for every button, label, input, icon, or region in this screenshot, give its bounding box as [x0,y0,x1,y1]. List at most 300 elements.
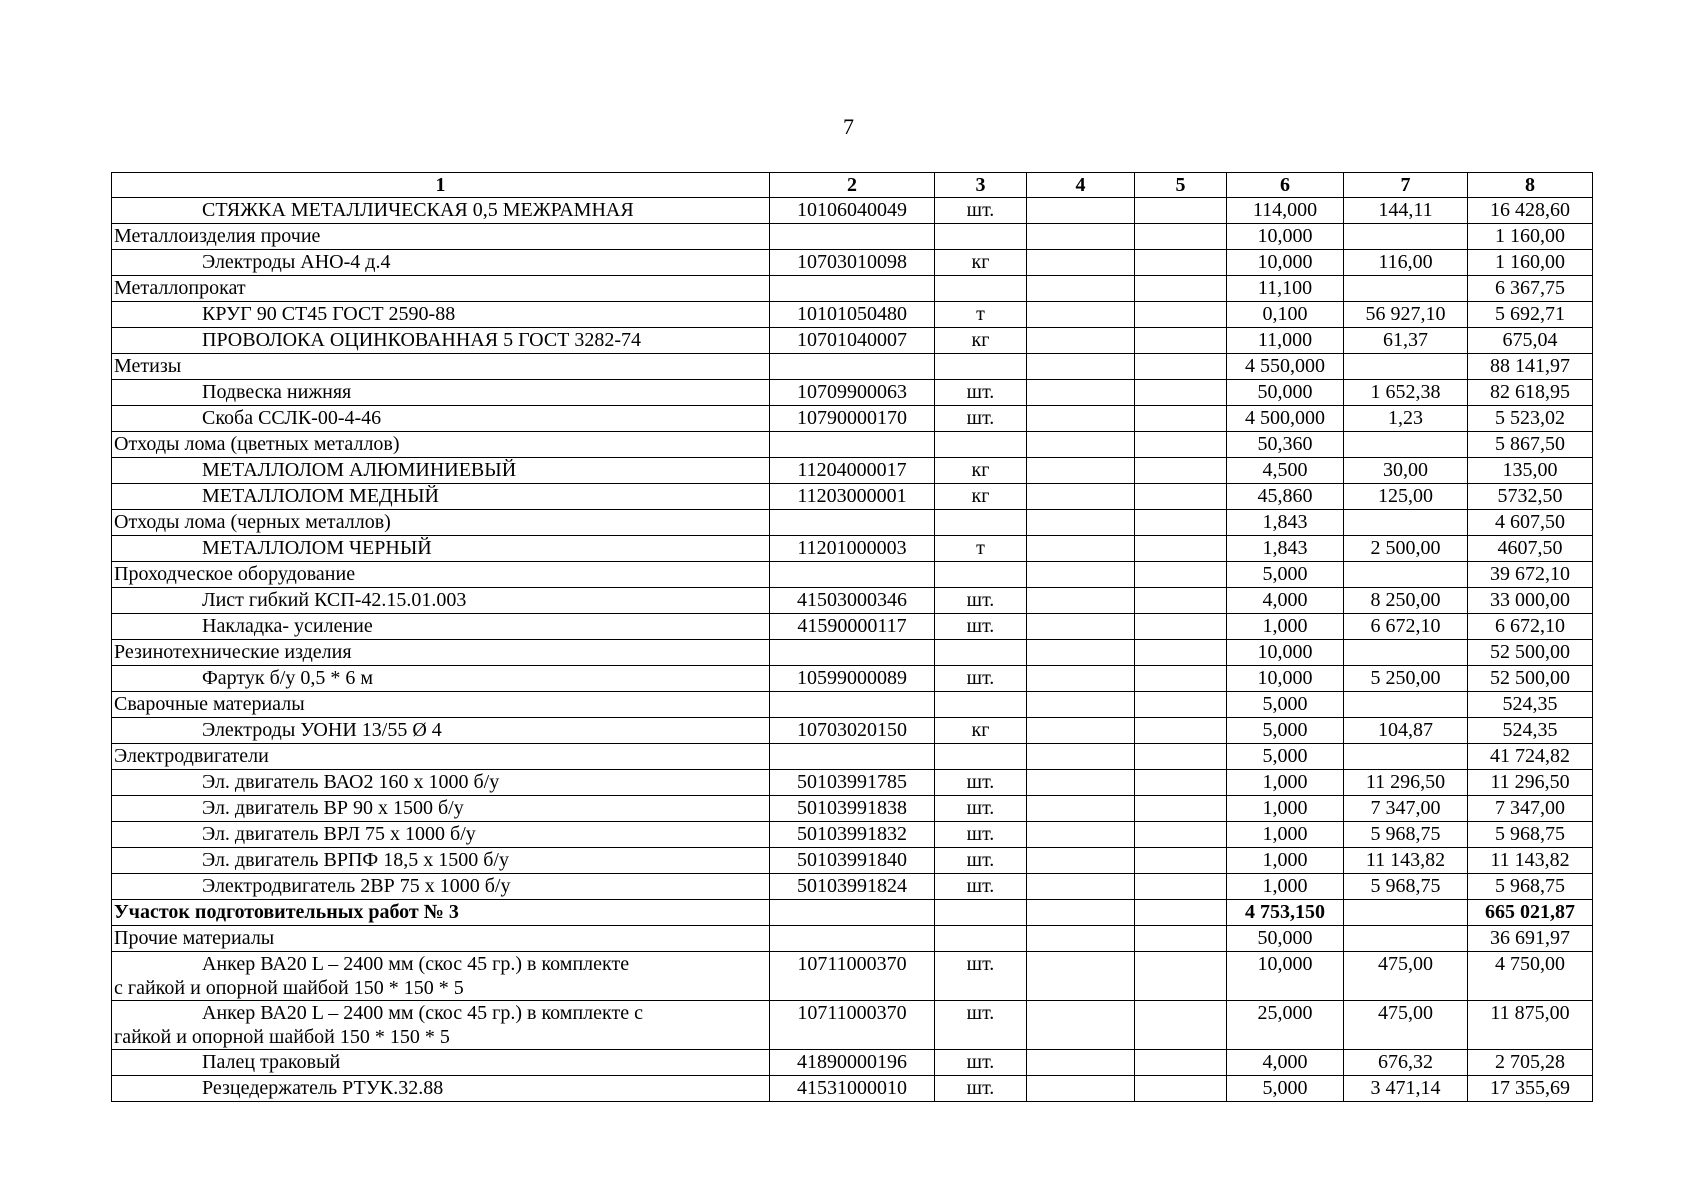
price-cell: 61,37 [1344,328,1468,354]
col5-cell [1135,900,1227,926]
item-name-cell: Электроды УОНИ 13/55 Ø 4 [112,718,770,744]
sum-cell: 17 355,69 [1468,1076,1593,1102]
group-row [112,276,1593,302]
quantity-cell: 4 753,150 [1227,900,1344,926]
col5-cell [1135,822,1227,848]
group-name-cell: Проходческое оборудование [112,562,770,588]
unit-cell: шт. [935,614,1027,640]
sum-cell: 41 724,82 [1468,744,1593,770]
price-cell [1344,562,1468,588]
quantity-cell: 11,100 [1227,276,1344,302]
col5-cell [1135,536,1227,562]
header-cell-8: 8 [1468,173,1593,198]
code-cell: 10106040049 [770,198,935,224]
col5-cell [1135,224,1227,250]
col4-cell [1027,198,1135,224]
header-cell-7: 7 [1344,173,1468,198]
unit-cell: шт. [935,822,1027,848]
table-row [112,822,1593,848]
col4-cell [1027,1050,1135,1076]
code-cell: 50103991840 [770,848,935,874]
sum-cell: 5 692,71 [1468,302,1593,328]
unit-cell [935,640,1027,666]
col5-cell [1135,770,1227,796]
code-cell [770,900,935,926]
code-cell: 11203000001 [770,484,935,510]
item-name-cell: Подвеска нижняя [112,380,770,406]
item-name-cell: Эл. двигатель ВРПФ 18,5 х 1500 б/у [112,848,770,874]
col4-cell [1027,614,1135,640]
price-cell [1344,744,1468,770]
price-cell [1344,354,1468,380]
col4-cell [1027,1001,1135,1050]
item-name-cell: Скоба ССЛК-00-4-46 [112,406,770,432]
col4-cell [1027,900,1135,926]
unit-cell: т [935,302,1027,328]
table-row [112,328,1593,354]
code-cell: 10703020150 [770,718,935,744]
group-name-cell: Прочие материалы [112,926,770,952]
price-cell [1344,640,1468,666]
header-cell-5: 5 [1135,173,1227,198]
price-cell: 125,00 [1344,484,1468,510]
quantity-cell: 5,000 [1227,744,1344,770]
col4-cell [1027,302,1135,328]
header-cell-6: 6 [1227,173,1344,198]
group-row [112,432,1593,458]
unit-cell: шт. [935,1050,1027,1076]
item-name-line: Анкер ВА20 L – 2400 мм (скос 45 гр.) в комплекте с [202,1002,643,1024]
group-row [112,510,1593,536]
table-row [112,1001,1593,1050]
quantity-cell: 4,000 [1227,588,1344,614]
quantity-cell: 5,000 [1227,562,1344,588]
item-name-line: с гайкой и опорной шайбой 150 * 150 * 5 [114,977,464,999]
sum-cell: 11 296,50 [1468,770,1593,796]
col5-cell [1135,302,1227,328]
col5-cell [1135,796,1227,822]
col4-cell [1027,822,1135,848]
col5-cell [1135,458,1227,484]
sum-cell: 52 500,00 [1468,640,1593,666]
table-row [112,250,1593,276]
section-total-row [112,900,1593,926]
col5-cell [1135,354,1227,380]
code-cell: 10703010098 [770,250,935,276]
item-name-cell: МЕТАЛЛОЛОМ МЕДНЫЙ [112,484,770,510]
price-cell: 104,87 [1344,718,1468,744]
code-cell [770,926,935,952]
price-cell [1344,432,1468,458]
col5-cell [1135,588,1227,614]
unit-cell: кг [935,718,1027,744]
quantity-cell: 1,000 [1227,796,1344,822]
sum-cell: 5 968,75 [1468,822,1593,848]
item-name-cell: ПРОВОЛОКА ОЦИНКОВАННАЯ 5 ГОСТ 3282-74 [112,328,770,354]
unit-cell: шт. [935,796,1027,822]
code-cell: 41890000196 [770,1050,935,1076]
code-cell: 50103991832 [770,822,935,848]
sum-cell: 88 141,97 [1468,354,1593,380]
unit-cell: шт. [935,406,1027,432]
quantity-cell: 45,860 [1227,484,1344,510]
sum-cell: 52 500,00 [1468,666,1593,692]
price-cell: 144,11 [1344,198,1468,224]
item-name-cell: СТЯЖКА МЕТАЛЛИЧЕСКАЯ 0,5 МЕЖРАМНАЯ [112,198,770,224]
unit-cell: т [935,536,1027,562]
col4-cell [1027,536,1135,562]
sum-cell: 11 875,00 [1468,1001,1593,1050]
unit-cell [935,692,1027,718]
code-cell: 41503000346 [770,588,935,614]
col4-cell [1027,952,1135,1001]
sum-cell: 1 160,00 [1468,224,1593,250]
header-cell-4: 4 [1027,173,1135,198]
code-cell: 50103991838 [770,796,935,822]
col4-cell [1027,848,1135,874]
unit-cell [935,926,1027,952]
code-cell [770,432,935,458]
code-cell: 10701040007 [770,328,935,354]
quantity-cell: 1,000 [1227,770,1344,796]
unit-cell: шт. [935,770,1027,796]
col5-cell [1135,874,1227,900]
sum-cell: 7 347,00 [1468,796,1593,822]
quantity-cell: 1,843 [1227,510,1344,536]
price-cell: 11 296,50 [1344,770,1468,796]
price-cell: 6 672,10 [1344,614,1468,640]
group-row [112,744,1593,770]
table-row [112,484,1593,510]
table-row [112,718,1593,744]
col5-cell [1135,328,1227,354]
col4-cell [1027,276,1135,302]
sum-cell: 5 523,02 [1468,406,1593,432]
sum-cell: 36 691,97 [1468,926,1593,952]
item-name-cell: Эл. двигатель ВРЛ 75 х 1000 б/у [112,822,770,848]
price-cell: 7 347,00 [1344,796,1468,822]
col4-cell [1027,432,1135,458]
col4-cell [1027,224,1135,250]
sum-cell: 82 618,95 [1468,380,1593,406]
col5-cell [1135,692,1227,718]
group-name-cell: Металлопрокат [112,276,770,302]
code-cell [770,354,935,380]
sum-cell: 524,35 [1468,692,1593,718]
quantity-cell: 4,000 [1227,1050,1344,1076]
table-row [112,614,1593,640]
header-cell-3: 3 [935,173,1027,198]
group-row [112,640,1593,666]
sum-cell: 2 705,28 [1468,1050,1593,1076]
unit-cell: шт. [935,1076,1027,1102]
col5-cell [1135,848,1227,874]
item-name-cell: МЕТАЛЛОЛОМ АЛЮМИНИЕВЫЙ [112,458,770,484]
col5-cell [1135,484,1227,510]
col5-cell [1135,666,1227,692]
group-name-cell: Электродвигатели [112,744,770,770]
code-cell: 10599000089 [770,666,935,692]
col5-cell [1135,432,1227,458]
price-cell: 5 968,75 [1344,822,1468,848]
code-cell: 10709900063 [770,380,935,406]
item-name-cell: Эл. двигатель ВАО2 160 х 1000 б/у [112,770,770,796]
unit-cell [935,354,1027,380]
col4-cell [1027,250,1135,276]
col4-cell [1027,770,1135,796]
col4-cell [1027,380,1135,406]
table-row [112,406,1593,432]
sum-cell: 5 968,75 [1468,874,1593,900]
group-name-cell: Металлоизделия прочие [112,224,770,250]
sum-cell: 4 607,50 [1468,510,1593,536]
col4-cell [1027,692,1135,718]
sum-cell: 524,35 [1468,718,1593,744]
sum-cell: 665 021,87 [1468,900,1593,926]
price-cell: 475,00 [1344,952,1468,1001]
sum-cell: 5732,50 [1468,484,1593,510]
code-cell: 10711000370 [770,1001,935,1050]
item-name-cell: МЕТАЛЛОЛОМ ЧЕРНЫЙ [112,536,770,562]
unit-cell: шт. [935,380,1027,406]
unit-cell: шт. [935,198,1027,224]
quantity-cell: 5,000 [1227,718,1344,744]
code-cell [770,224,935,250]
unit-cell: кг [935,250,1027,276]
table-row [112,380,1593,406]
price-cell: 5 968,75 [1344,874,1468,900]
group-row [112,926,1593,952]
code-cell: 50103991824 [770,874,935,900]
group-row [112,562,1593,588]
unit-cell: кг [935,328,1027,354]
table-row [112,874,1593,900]
col4-cell [1027,588,1135,614]
unit-cell [935,510,1027,536]
quantity-cell: 25,000 [1227,1001,1344,1050]
sum-cell: 5 867,50 [1468,432,1593,458]
col4-cell [1027,562,1135,588]
group-name-cell: Сварочные материалы [112,692,770,718]
col4-cell [1027,744,1135,770]
quantity-cell: 10,000 [1227,640,1344,666]
quantity-cell: 10,000 [1227,250,1344,276]
item-name-cell: Электроды АНО-4 д.4 [112,250,770,276]
price-cell: 56 927,10 [1344,302,1468,328]
group-name-cell: Резинотехнические изделия [112,640,770,666]
table-row [112,588,1593,614]
unit-cell [935,224,1027,250]
code-cell: 10790000170 [770,406,935,432]
price-cell: 8 250,00 [1344,588,1468,614]
price-cell [1344,900,1468,926]
sum-cell: 4607,50 [1468,536,1593,562]
sum-cell: 33 000,00 [1468,588,1593,614]
group-row [112,692,1593,718]
price-cell [1344,692,1468,718]
price-cell [1344,276,1468,302]
quantity-cell: 5,000 [1227,1076,1344,1102]
quantity-cell: 4,500 [1227,458,1344,484]
sum-cell: 135,00 [1468,458,1593,484]
col5-cell [1135,640,1227,666]
sum-cell: 39 672,10 [1468,562,1593,588]
quantity-cell: 1,000 [1227,874,1344,900]
quantity-cell: 114,000 [1227,198,1344,224]
item-name-cell [112,952,770,1001]
unit-cell: шт. [935,874,1027,900]
item-name-cell: Резцедержатель РТУК.32.88 [112,1076,770,1102]
code-cell: 41531000010 [770,1076,935,1102]
materials-table [111,172,1593,1102]
quantity-cell: 11,000 [1227,328,1344,354]
col4-cell [1027,640,1135,666]
unit-cell: кг [935,484,1027,510]
table-body [112,198,1593,1102]
price-cell: 676,32 [1344,1050,1468,1076]
col5-cell [1135,1050,1227,1076]
quantity-cell: 10,000 [1227,952,1344,1001]
group-name-cell: Отходы лома (черных металлов) [112,510,770,536]
price-cell [1344,224,1468,250]
header-row [112,173,1593,198]
col5-cell [1135,198,1227,224]
item-name-cell: Палец траковый [112,1050,770,1076]
quantity-cell: 1,843 [1227,536,1344,562]
price-cell: 2 500,00 [1344,536,1468,562]
group-name-cell: Метизы [112,354,770,380]
quantity-cell: 50,360 [1227,432,1344,458]
unit-cell [935,432,1027,458]
unit-cell: шт. [935,848,1027,874]
table-row [112,1050,1593,1076]
group-row [112,354,1593,380]
quantity-cell: 4 550,000 [1227,354,1344,380]
item-name-cell: Лист гибкий КСП-42.15.01.003 [112,588,770,614]
code-cell [770,562,935,588]
table-row [112,536,1593,562]
code-cell: 10101050480 [770,302,935,328]
price-cell: 30,00 [1344,458,1468,484]
col4-cell [1027,874,1135,900]
item-name-cell [112,1001,770,1050]
code-cell [770,640,935,666]
col4-cell [1027,666,1135,692]
sum-cell: 16 428,60 [1468,198,1593,224]
table-row [112,848,1593,874]
col5-cell [1135,926,1227,952]
unit-cell: шт. [935,588,1027,614]
price-cell: 3 471,14 [1344,1076,1468,1102]
unit-cell: шт. [935,1001,1027,1050]
quantity-cell: 10,000 [1227,224,1344,250]
col4-cell [1027,328,1135,354]
unit-cell [935,276,1027,302]
page-number: 7 [843,114,854,139]
code-cell: 50103991785 [770,770,935,796]
unit-cell: кг [935,458,1027,484]
col5-cell [1135,380,1227,406]
price-cell [1344,926,1468,952]
header-cell-1: 1 [112,173,770,198]
col5-cell [1135,510,1227,536]
col4-cell [1027,510,1135,536]
price-cell [1344,510,1468,536]
col5-cell [1135,614,1227,640]
col5-cell [1135,250,1227,276]
col5-cell [1135,952,1227,1001]
quantity-cell: 50,000 [1227,926,1344,952]
table-row [112,796,1593,822]
group-name-cell: Участок подготовительных работ № 3 [112,900,770,926]
col5-cell [1135,718,1227,744]
table-row [112,458,1593,484]
quantity-cell: 0,100 [1227,302,1344,328]
sum-cell: 4 750,00 [1468,952,1593,1001]
table-row [112,1076,1593,1102]
group-row [112,224,1593,250]
col5-cell [1135,276,1227,302]
table-row [112,770,1593,796]
col4-cell [1027,1076,1135,1102]
price-cell: 11 143,82 [1344,848,1468,874]
code-cell: 41590000117 [770,614,935,640]
code-cell [770,276,935,302]
col4-cell [1027,718,1135,744]
item-name-cell: Электродвигатель 2ВР 75 х 1000 б/у [112,874,770,900]
unit-cell [935,744,1027,770]
item-name-line: гайкой и опорной шайбой 150 * 150 * 5 [114,1026,450,1048]
price-cell: 1 652,38 [1344,380,1468,406]
sum-cell: 1 160,00 [1468,250,1593,276]
price-cell: 5 250,00 [1344,666,1468,692]
code-cell: 10711000370 [770,952,935,1001]
unit-cell [935,900,1027,926]
table-row [112,952,1593,1001]
col5-cell [1135,562,1227,588]
quantity-cell: 5,000 [1227,692,1344,718]
quantity-cell: 4 500,000 [1227,406,1344,432]
quantity-cell: 1,000 [1227,614,1344,640]
col4-cell [1027,796,1135,822]
unit-cell: шт. [935,666,1027,692]
col4-cell [1027,926,1135,952]
unit-cell: шт. [935,952,1027,1001]
price-cell: 475,00 [1344,1001,1468,1050]
sum-cell: 6 367,75 [1468,276,1593,302]
code-cell: 11204000017 [770,458,935,484]
code-cell: 11201000003 [770,536,935,562]
col5-cell [1135,406,1227,432]
item-name-cell: КРУГ 90 СТ45 ГОСТ 2590-88 [112,302,770,328]
col5-cell [1135,1076,1227,1102]
sum-cell: 6 672,10 [1468,614,1593,640]
item-name-cell: Накладка- усиление [112,614,770,640]
group-name-cell: Отходы лома (цветных металлов) [112,432,770,458]
quantity-cell: 10,000 [1227,666,1344,692]
price-cell: 1,23 [1344,406,1468,432]
col5-cell [1135,744,1227,770]
item-name-cell: Фартук б/у 0,5 * 6 м [112,666,770,692]
quantity-cell: 50,000 [1227,380,1344,406]
item-name-line: Анкер ВА20 L – 2400 мм (скос 45 гр.) в комплекте [202,953,630,975]
sum-cell: 675,04 [1468,328,1593,354]
sum-cell: 11 143,82 [1468,848,1593,874]
col4-cell [1027,484,1135,510]
unit-cell [935,562,1027,588]
table-row [112,666,1593,692]
col4-cell [1027,354,1135,380]
